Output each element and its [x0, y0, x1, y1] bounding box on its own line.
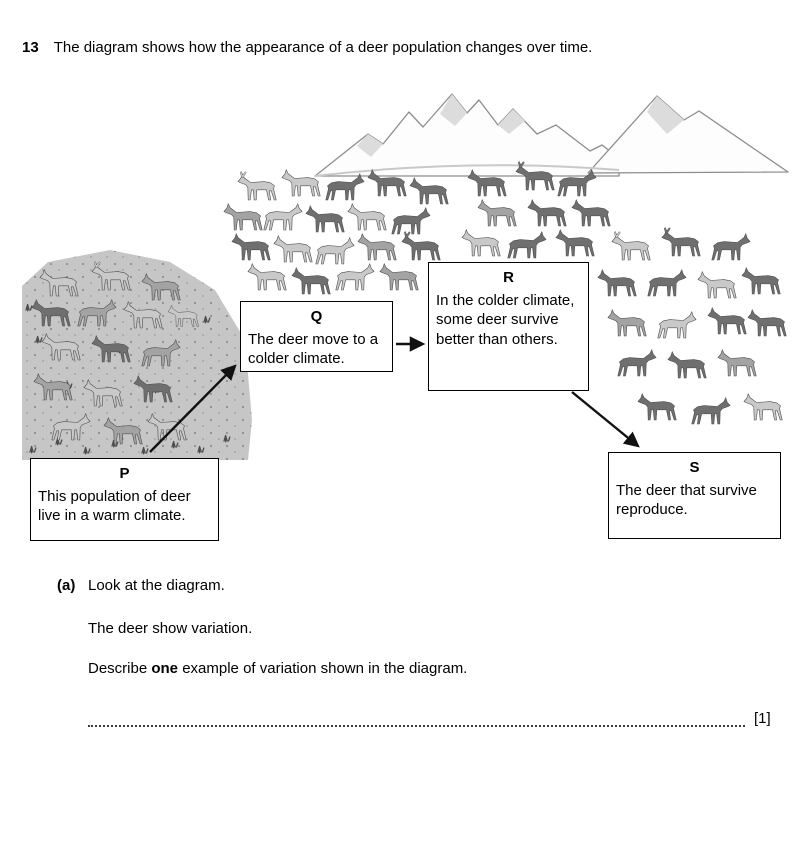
box-r-label: R	[503, 269, 514, 286]
deer-icon	[348, 204, 386, 230]
deer-icon	[264, 204, 302, 230]
deer-icon	[336, 264, 374, 290]
arrow-icon	[572, 392, 638, 446]
deer-icon	[598, 270, 636, 296]
mountain-range-icon	[315, 94, 788, 176]
deer-icon	[668, 352, 706, 378]
part-a-line3-bold: one	[151, 660, 179, 677]
diagram-box-r	[428, 262, 589, 391]
part-a-line3-prefix: Describe	[88, 660, 152, 677]
deer-icon	[358, 234, 396, 260]
deer-icon	[608, 310, 646, 336]
deer-icon	[744, 394, 782, 420]
deer-icon	[508, 232, 546, 258]
deer-icon	[742, 268, 780, 294]
deer-icon	[292, 268, 330, 294]
box-s-label: S	[689, 459, 700, 476]
deer-icon	[698, 272, 736, 298]
question-intro: The diagram shows how the appearance of a deer population changes over time.	[53, 39, 593, 56]
deer-icon	[708, 308, 746, 334]
box-p-text: This population of deer live in a warm climate.	[38, 487, 191, 524]
box-r-text: In the colder climate, some deer survive better than others.	[436, 291, 575, 348]
deer-icon	[748, 310, 786, 336]
deer-icon	[618, 350, 656, 376]
diagram-box-p	[30, 458, 219, 541]
deer-icon	[392, 208, 430, 234]
deer-icon	[232, 234, 270, 260]
deer-icon	[380, 264, 418, 290]
part-a-line3-suffix: example of variation shown in the diagram.	[178, 660, 468, 677]
box-q-text: The deer move to a colder climate.	[248, 330, 379, 367]
deer-icon	[648, 270, 686, 296]
deer-icon	[274, 236, 312, 262]
part-a-label: (a)	[57, 577, 76, 594]
deer-icon	[572, 200, 610, 226]
deer-icon	[658, 312, 696, 338]
deer-icon	[612, 231, 650, 260]
deer-icon	[238, 171, 276, 200]
deer-icon	[718, 350, 756, 376]
deer-icon	[224, 204, 262, 230]
deer-icon	[326, 174, 364, 200]
box-p-label: P	[119, 465, 130, 482]
answer-line	[88, 711, 745, 727]
part-a-line1: Look at the diagram.	[88, 577, 225, 594]
deer-icon	[462, 230, 500, 256]
diagram-box-q	[240, 301, 393, 372]
question-number: 13	[22, 39, 39, 56]
question-part-a	[57, 577, 771, 727]
deer-icon	[478, 200, 516, 226]
deer-icon	[556, 230, 594, 256]
deer-icon	[662, 227, 700, 256]
marks-badge: [1]	[754, 710, 771, 727]
deer-icon	[282, 170, 320, 196]
deer-icon	[410, 178, 448, 204]
deer-icon	[712, 234, 750, 260]
box-q-label: Q	[310, 308, 323, 325]
deer-icon	[306, 206, 344, 232]
deer-icon	[316, 238, 354, 264]
part-a-line3	[88, 660, 771, 677]
answer-row	[88, 710, 771, 727]
part-a-line2: The deer show variation.	[88, 620, 253, 637]
deer-icon	[638, 394, 676, 420]
box-s-text: The deer that survive reproduce.	[616, 481, 757, 518]
deer-icon	[692, 398, 730, 424]
deer-icon	[248, 264, 286, 290]
diagram-box-s	[608, 452, 781, 539]
deer-icon	[402, 231, 440, 260]
deer-icon	[528, 200, 566, 226]
